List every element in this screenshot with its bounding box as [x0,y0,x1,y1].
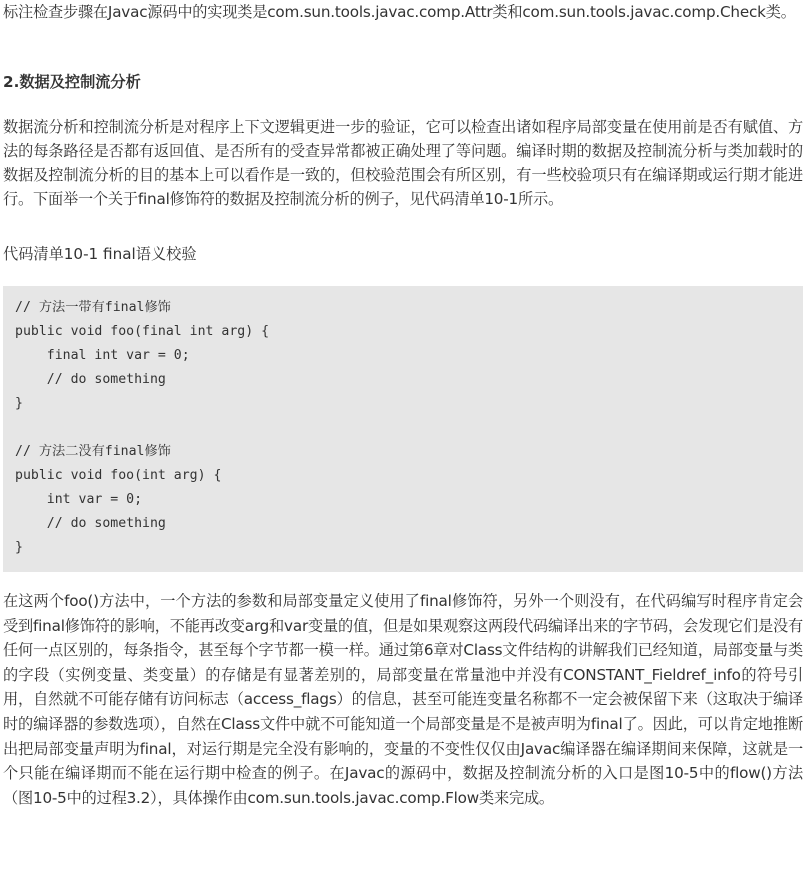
code-line: public void foo(int arg) { [15,468,222,483]
code-block [3,286,803,572]
listing-caption: 代码清单10-1 final语义校验 [3,245,197,263]
code-line: // do something [15,516,166,531]
code-line: } [15,396,23,411]
code-line: final int var = 0; [15,348,190,363]
code-line: // 方法一带有final修饰 [15,300,171,315]
code-line: public void foo(final int arg) { [15,324,270,339]
code-line [15,416,791,440]
code-line: // 方法二没有final修饰 [15,444,171,459]
dataflow-paragraph: 数据流分析和控制流分析是对程序上下文逻辑更进一步的验证，它可以检查出诸如程序局部变量在使用前是否有赋值、方法的每条路径是否都有返回值、是否所有的受查异常都被正确处理了等问题。编译时期的数据及控制流分析与类加载时的数据及控制流分析的目的基本上可以看作是一致的，但校验范围会有所区别，有一些校验项只有在编译期或运行期才能进行。下面举一个关于final修饰符的数据及控制流分析的例子，见代码清单10-1所示。 [3,118,803,208]
code-line: // do something [15,372,166,387]
code-line: } [15,540,23,555]
code-line: int var = 0; [15,492,143,507]
analysis-paragraph: 在这两个foo()方法中，一个方法的参数和局部变量定义使用了final修饰符，另外一个则没有，在代码编写时程序肯定会受到final修饰符的影响，不能再改变arg和var变量的值，但是如果观察这两段代码编译出来的字节码，会发现它们是没有任何一点区别的，每条指令，甚至每个字节都一模一样。通过第6章对Class文件结构的讲解我们已经知道，局部变量与类的字段（实例变量、类变量）的存储是有显著差别的，局部变量在常量池中并没有CONSTANT_Fieldref_info的符号引用，自然就不可能存储有访问标志（access_flags）的信息，甚至可能连变量名称都不一定会被保留下来（这取决于编译时的编译器的参数选项），自然在Class文件中就不可能知道一个局部变量是不是被声明为final了。因此，可以肯定地推断出把局部变量声明为final，对运行期是完全没有影响的，变量的不变性仅仅由Javac编译器在编译期间来保障，这就是一个只能在编译期而不能在运行期中检查的例子。在Javac的源码中，数据及控制流分析的入口是图10-5中的flow()方法（图10-5中的过程3.2），具体操作由com.sun.tools.javac.comp.Flow类来完成。 [3,592,803,807]
section-heading: 2.数据及控制流分析 [3,73,141,91]
intro-paragraph: 标注检查步骤在Javac源码中的实现类是com.sun.tools.javac.comp.Attr类和com.sun.tools.javac.comp.Check类。 [3,3,796,21]
